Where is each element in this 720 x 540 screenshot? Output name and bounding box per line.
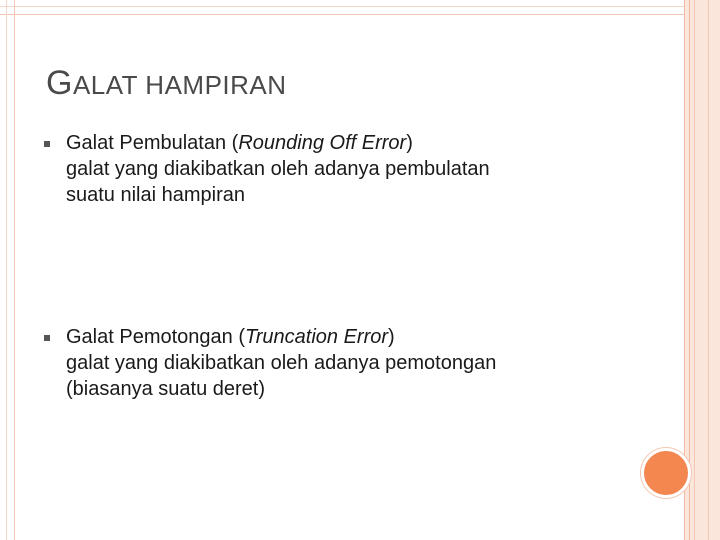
bullet-item-rounding-error xyxy=(44,130,644,208)
bullet-heading-term: Rounding Off Error xyxy=(238,132,407,154)
bullet-heading xyxy=(66,130,644,156)
top-frame-border xyxy=(0,0,720,15)
bullet-description-line: (biasanya suatu deret) xyxy=(66,378,266,400)
bullet-heading-text: Galat Pembulatan ( xyxy=(66,132,239,154)
square-bullet-icon xyxy=(44,141,50,147)
slide-title xyxy=(46,64,287,103)
bullet-heading-close: ) xyxy=(388,326,395,348)
bullet-heading-term: Truncation Error xyxy=(245,326,389,348)
right-decorative-line xyxy=(694,0,695,540)
bullet-heading-close: ) xyxy=(406,132,413,154)
title-first-letter: G xyxy=(46,64,73,102)
bullet-item-truncation-error xyxy=(44,324,644,402)
right-decorative-line xyxy=(708,0,709,540)
left-frame-border xyxy=(0,0,15,540)
right-decorative-line xyxy=(689,0,690,540)
bullet-description-line: suatu nilai hampiran xyxy=(66,184,245,206)
bullet-description-line: galat yang diakibatkan oleh adanya pemotongan xyxy=(66,352,497,374)
decorative-circle-icon xyxy=(641,448,691,498)
title-rest: ALAT HAMPIRAN xyxy=(72,70,287,100)
bullet-description-line: galat yang diakibatkan oleh adanya pembulatan xyxy=(66,158,490,180)
bullet-heading-text: Galat Pemotongan ( xyxy=(66,326,245,348)
bullet-heading xyxy=(66,324,644,350)
bullet-list xyxy=(44,130,644,402)
square-bullet-icon xyxy=(44,335,50,341)
